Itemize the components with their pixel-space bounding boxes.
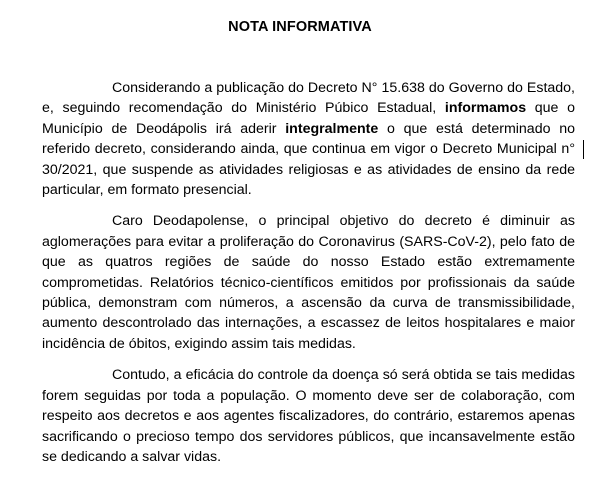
paragraph-2-run-1: Caro Deodapolense, o principal objetivo do decreto é diminuir as aglomerações para evitar a proliferação do Coronavirus (SARS-CoV-2), pelo fato de que as quatros regiões de saúde do nosso Estado estão extremamente comprometidas. Relatórios técnico-científicos emitidos por profissionais da saúde pública, demonstram com números, a ascensão da curva de transmissibilidade, aumento descontrolado das internações, a escassez de leitos hospitalares e maior incidência de óbitos, exigindo assim tais medidas.	[42, 213, 575, 352]
paragraph-1-run-3: que o Município de Deodápolis irá aderir	[42, 100, 575, 137]
paragraph-1-run-4-bold: integralmente	[285, 120, 379, 137]
paragraph-2	[42, 211, 575, 354]
document-body	[42, 78, 575, 478]
paragraph-1-run-1: Considerando a publicação do Decreto N° 15.638 do Governo do Estado, e, seguindo recomendação do Ministério Púbico Estadual,	[42, 80, 575, 117]
paragraph-3	[42, 365, 575, 467]
paragraph-1-run-2-bold: informamos	[444, 100, 527, 117]
page-title: NOTA INFORMATIVA	[228, 19, 372, 35]
paragraph-1-run-5: o que está determinado no referido decreto, considerando ainda, que continua em vigor o Decreto Municipal n° 30/2021, que suspende as atividades religiosas e as atividades de ensino da rede particular, em formato presencial.	[42, 120, 575, 199]
text-cursor	[583, 140, 584, 159]
paragraph-1	[42, 78, 575, 200]
paragraph-3-run-1: Contudo, a eficácia do controle da doença só será obtida se tais medidas forem seguidas por toda a população. O momento deve ser de colaboração, com respeito aos decretos e aos agentes fiscalizadores, do contrário, estaremos apenas sacrificando o precioso tempo dos servidores públicos, que incansavelmente estão se dedicando a salvar vidas.	[42, 367, 575, 465]
